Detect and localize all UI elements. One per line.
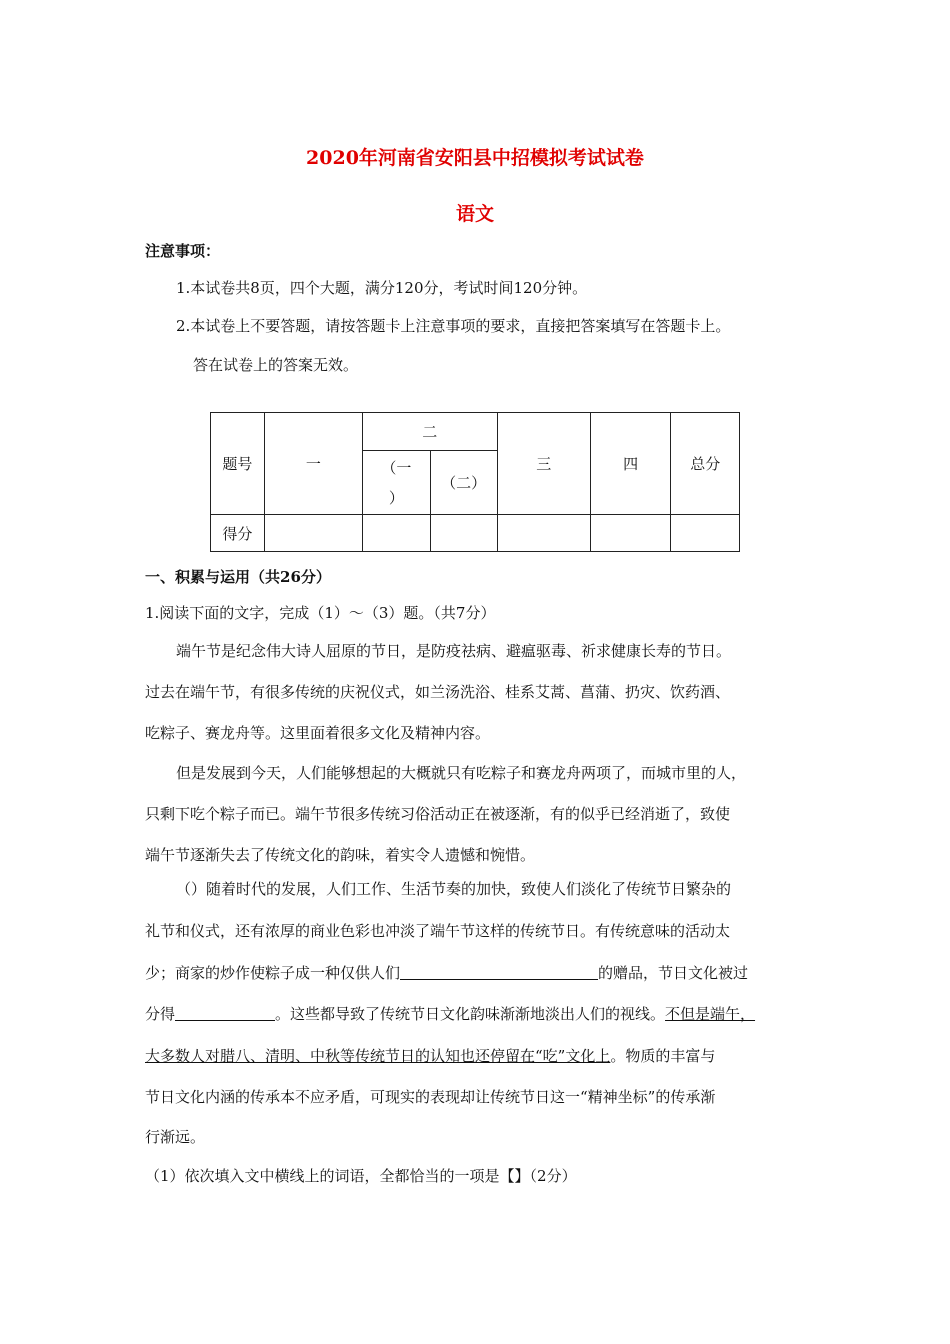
passage-p1-line-1: 端午节是纪念伟大诗人屈原的节日，是防疫祛病、避瘟驱毒、祈求健康长寿的节日。 (176, 642, 732, 660)
notice-item-1: 1.本试卷共8页，四个大题，满分120分，考试时间120分钟。 (176, 279, 588, 297)
passage-p3-line-5 (145, 1045, 715, 1066)
score-cell-1 (264, 515, 362, 552)
score-cell-2a (363, 515, 431, 552)
score-cell-3 (497, 515, 590, 552)
passage-p3-line-4 (145, 1003, 755, 1024)
passage-p3-line-3 (145, 962, 748, 983)
sub-1-line-a: （一 (381, 458, 412, 477)
score-table-header-label: 题号 (211, 413, 265, 515)
fill-blank-1 (400, 965, 598, 980)
passage-p3-line-2: 礼节和仪式，还有浓厚的商业色彩也冲淡了端午节这样的传统节日。有传统意味的活动太 (145, 922, 731, 940)
score-cell-2b (430, 515, 497, 552)
subject-title: 语文 (455, 203, 494, 225)
notice-item-2: 2.本试卷上不要答题，请按答题卡上注意事项的要求，直接把答案填写在答题卡上。 (176, 317, 731, 335)
score-table-col-2-sub-1 (363, 451, 431, 515)
line-4-part-b: 。这些都导致了传统节日文化韵味渐渐地淡出人们的视线。 (275, 1005, 666, 1023)
sub-question-1: （1）依次填入文中横线上的词语，全都恰当的一项是【】（2分） (145, 1167, 577, 1185)
score-table-col-3: 三 (497, 413, 590, 515)
notice-heading: 注意事项： (145, 242, 221, 260)
score-table-score-label: 得分 (211, 515, 265, 552)
passage-p3-line-7: 行渐远。 (145, 1128, 206, 1146)
passage-p3-line-6: 节日文化内涵的传承本不应矛盾，可现实的表现却让传统节日这一“精神坐标”的传承渐 (145, 1088, 716, 1106)
line-4-part-a: 分得 (145, 1005, 176, 1023)
passage-p1-line-2: 过去在端午节，有很多传统的庆祝仪式，如兰汤洗浴、桂系艾蒿、菖蒲、扔灾、饮药酒、 (145, 683, 731, 701)
underlined-sentence-start: 不但是端午， (665, 1005, 756, 1023)
question-1: 1.阅读下面的文字，完成（1）～（3）题。（共7分） (145, 604, 496, 622)
passage-p1-line-3: 吃粽子、赛龙舟等。这里面着很多文化及精神内容。 (145, 724, 491, 742)
score-table-col-4: 四 (590, 413, 670, 515)
passage-p3-line-1: （）随着时代的发展，人们工作、生活节奏的加快，致使人们淡化了传统节日繁杂的 (176, 880, 732, 898)
score-table-col-1: 一 (264, 413, 362, 515)
passage-p2-line-1: 但是发展到今天，人们能够想起的大概就只有吃粽子和赛龙舟两项了，而城市里的人， (176, 764, 747, 782)
sub-1-line-b: ） (388, 488, 404, 507)
score-table-col-2: 二 (363, 413, 498, 451)
exam-title: 2020年河南省安阳县中招模拟考试试卷 (306, 147, 644, 169)
section-1-heading: 一、积累与运用（共26分） (145, 568, 331, 586)
score-table-col-2-sub-2: （二） (430, 451, 497, 515)
score-table-col-total: 总分 (671, 413, 740, 515)
notice-item-2-cont: 答在试卷上的答案无效。 (193, 356, 359, 374)
underlined-sentence-end: 大多数人对腊八、清明、中秋等传统节日的认知也还停留在“吃”文化上 (145, 1047, 611, 1065)
passage-p2-line-2: 只剩下吃个粽子而已。端午节很多传统习俗活动正在被逐渐，有的似乎已经消逝了，致使 (145, 805, 731, 823)
line-3-part-a: 少；商家的炒作使粽子成一种仅供人们 (145, 964, 401, 982)
line-3-part-b: 的赠品，节日文化被过 (598, 964, 749, 982)
score-cell-4 (590, 515, 670, 552)
line-5-part-b: 。物质的丰富与 (610, 1047, 716, 1065)
fill-blank-2 (175, 1006, 275, 1021)
score-table (210, 412, 740, 552)
passage-p2-line-3: 端午节逐渐失去了传统文化的韵味，着实令人遗憾和惋惜。 (145, 846, 536, 864)
score-cell-total (671, 515, 740, 552)
